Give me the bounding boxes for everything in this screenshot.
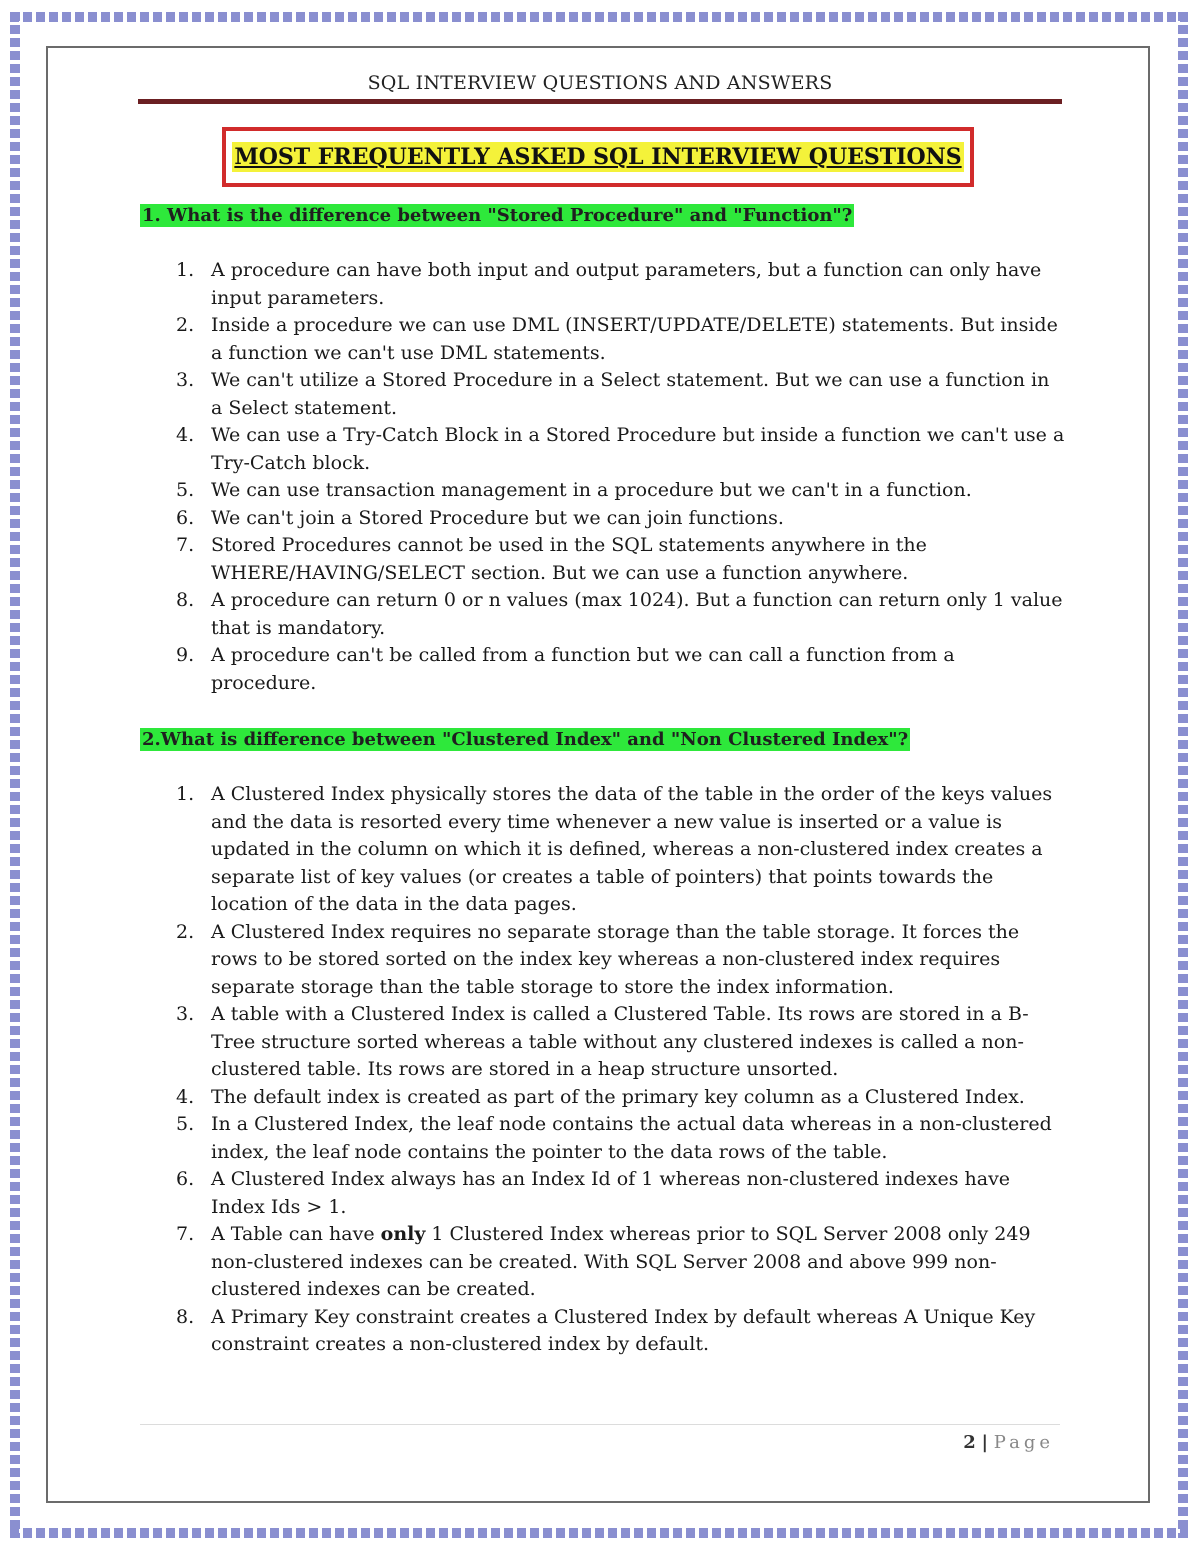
item-text: In a Clustered Index, the leaf node contains the actual data whereas in a non-clustered index, the leaf node contains the pointer to the data rows of the table. xyxy=(211,1113,1052,1163)
list-item xyxy=(176,477,1066,505)
list-item xyxy=(176,422,1066,477)
list-item xyxy=(176,781,1066,919)
list-item xyxy=(176,919,1066,1002)
question-1-heading: 1. What is the difference between "Stored Procedure" and "Function"? xyxy=(142,205,853,226)
item-text: A Clustered Index requires no separate storage than the table storage. It forces the rows to be stored sorted on the index key whereas a non-clustered index requires separate storage than the table storage to store the index information. xyxy=(211,920,1020,998)
footer-rule xyxy=(140,1424,1060,1425)
list-item xyxy=(176,505,1066,533)
list-item xyxy=(176,257,1066,312)
item-text: We can use transaction management in a procedure but we can't in a function. xyxy=(211,479,972,501)
item-text: A Clustered Index physically stores the data of the table in the order of the keys values and the data is resorted every time whenever a new value is inserted or a value is updated in the column on which it is defined, whereas a non-clustered index creates a separate list of key values (or creates a table of pointers) that points towards the location of the data in the data pages. xyxy=(211,783,1053,915)
item-number: 6. xyxy=(176,506,195,529)
item-number: 3. xyxy=(176,369,195,391)
main-title-box xyxy=(222,127,974,187)
item-number: 4. xyxy=(176,424,195,446)
item-text: A procedure can have both input and output parameters, but a function can only have input parameters. xyxy=(211,259,1042,309)
item-number: 8. xyxy=(176,589,195,611)
item-number: 2. xyxy=(176,314,195,336)
list-item xyxy=(176,312,1066,367)
page-word: Page xyxy=(993,1432,1054,1453)
question-2-heading: 2.What is difference between "Clustered Index" and "Non Clustered Index"? xyxy=(142,729,909,750)
item-number: 6. xyxy=(176,1168,195,1190)
question-1-answers xyxy=(176,257,1066,697)
list-item xyxy=(176,1001,1066,1084)
item-text-bold: only xyxy=(380,1223,426,1245)
item-number: 7. xyxy=(176,534,195,556)
item-number: 1. xyxy=(176,259,195,281)
list-item xyxy=(176,642,1066,697)
header-rule xyxy=(138,99,1062,104)
item-text: A procedure can't be called from a function but we can call a function from a procedure. xyxy=(211,644,955,694)
page-border-left xyxy=(10,12,20,1538)
item-text: A Primary Key constraint creates a Clustered Index by default whereas A Unique Key constraint creates a non-clustered index by default. xyxy=(211,1305,1036,1355)
page-number: 2 xyxy=(963,1432,976,1453)
item-text: We can't utilize a Stored Procedure in a Select statement. But we can use a function in a Select statement. xyxy=(211,369,1050,419)
page-border-right xyxy=(1178,12,1188,1538)
item-number: 7. xyxy=(176,1223,195,1245)
list-item xyxy=(176,367,1066,422)
list-item xyxy=(176,1221,1066,1304)
item-number: 5. xyxy=(176,1113,195,1135)
item-text: The default index is created as part of the primary key column as a Clustered Index. xyxy=(211,1085,1025,1108)
item-number: 4. xyxy=(176,1085,195,1108)
item-text: We can't join a Stored Procedure but we can join functions. xyxy=(211,506,784,529)
item-text: Stored Procedures cannot be used in the SQL statements anywhere in the WHERE/HAVING/SELECT section. But we can use a function anywhere. xyxy=(211,534,927,584)
list-item xyxy=(176,1304,1066,1359)
list-item xyxy=(176,1166,1066,1221)
list-item xyxy=(176,587,1066,642)
item-number: 3. xyxy=(176,1003,195,1025)
question-2-answers xyxy=(176,781,1066,1359)
main-title: MOST FREQUENTLY ASKED SQL INTERVIEW QUESTIONS xyxy=(234,144,962,170)
item-number: 1. xyxy=(176,783,195,805)
page-separator: | xyxy=(981,1432,989,1453)
item-text-before: A Table can have xyxy=(211,1223,381,1245)
page-border-top xyxy=(10,12,1188,22)
item-number: 5. xyxy=(176,479,195,501)
item-text-after: 1 Clustered Index whereas prior to SQL Server 2008 only 249 non-clustered indexes can be created. With SQL Server 2008 and above 999 non-clustered indexes can be created. xyxy=(211,1223,1031,1300)
list-item xyxy=(176,1111,1066,1166)
item-text: A Clustered Index always has an Index Id of 1 whereas non-clustered indexes have Index Ids > 1. xyxy=(211,1168,1011,1218)
item-text: We can use a Try-Catch Block in a Stored Procedure but inside a function we can't use a Try-Catch block. xyxy=(211,424,1065,474)
page-footer xyxy=(963,1432,1054,1453)
list-item xyxy=(176,532,1066,587)
header-title: SQL INTERVIEW QUESTIONS AND ANSWERS xyxy=(367,72,833,94)
item-number: 8. xyxy=(176,1305,195,1328)
item-text: Inside a procedure we can use DML (INSERT/UPDATE/DELETE) statements. But inside a function we can't use DML statements. xyxy=(211,314,1058,364)
item-number: 9. xyxy=(176,644,195,666)
page-border-bottom xyxy=(10,1528,1188,1538)
item-number: 2. xyxy=(176,920,195,943)
item-text: A table with a Clustered Index is called a Clustered Table. Its rows are stored in a B-Tree structure sorted whereas a table without any clustered indexes is called a non-clustered table. Its rows are stored in a heap structure unsorted. xyxy=(211,1003,1029,1080)
list-item xyxy=(176,1084,1066,1112)
item-text: A procedure can return 0 or n values (max 1024). But a function can return only 1 value that is mandatory. xyxy=(211,589,1063,639)
